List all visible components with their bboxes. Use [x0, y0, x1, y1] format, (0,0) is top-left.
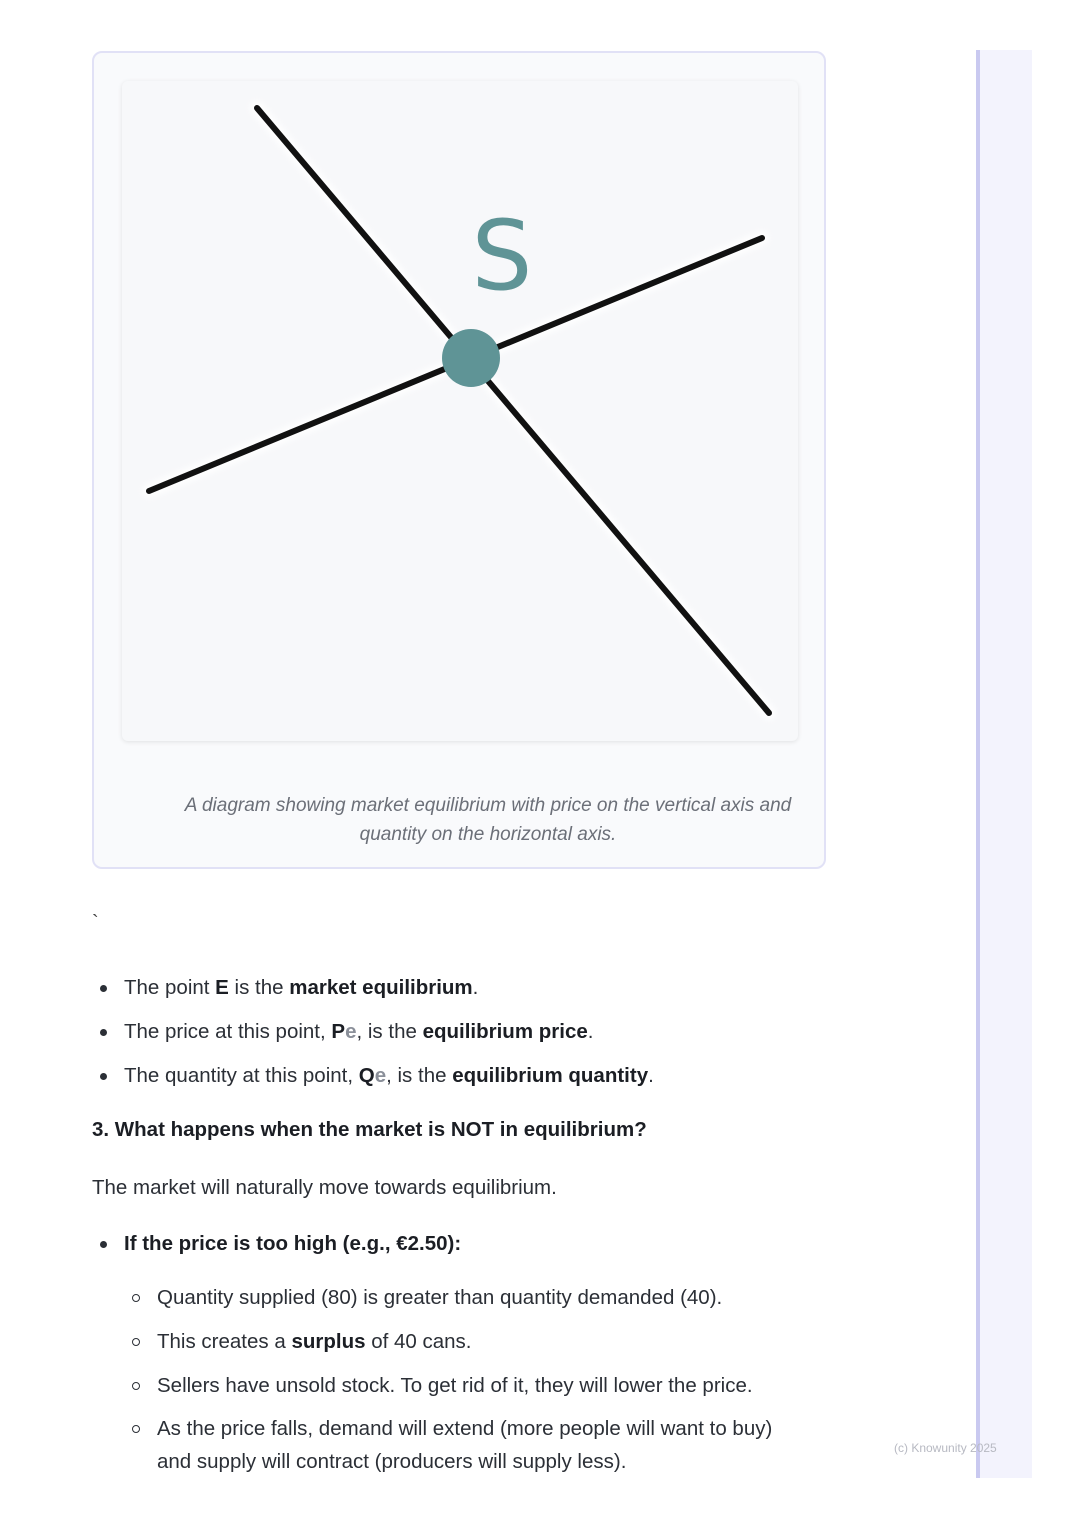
bullet-dot	[100, 985, 107, 992]
bullet-dot	[100, 1073, 107, 1080]
figure-caption: A diagram showing market equilibrium with price on the vertical axis and quantity on the horizontal axis.	[184, 795, 792, 845]
bullet-dot	[100, 1241, 107, 1248]
sub-list-item: Sellers have unsold stock. To get rid of it, they will lower the price.	[157, 1374, 753, 1397]
sub-bullet-ring	[132, 1382, 140, 1390]
diagram-svg	[122, 81, 798, 741]
equilibrium-point	[442, 329, 500, 387]
case-heading: If the price is too high (e.g., €2.50):	[124, 1232, 462, 1255]
bullet-dot	[100, 1029, 107, 1036]
section-heading: 3. What happens when the market is NOT in equilibrium?	[92, 1118, 647, 1141]
figure-card	[92, 51, 826, 869]
sub-list-item-continued: and supply will contract (producers will supply less).	[157, 1450, 627, 1473]
sub-list-item: As the price falls, demand will extend (more people will want to buy)	[157, 1417, 773, 1440]
list-item: The price at this point, Pe, is the equilibrium price.	[124, 1020, 594, 1043]
stray-backtick: `	[92, 912, 99, 934]
watermark: (c) Knowunity 2025	[894, 1441, 997, 1455]
sub-list-item: Quantity supplied (80) is greater than quantity demanded (40).	[157, 1286, 723, 1309]
equilibrium-diagram	[122, 81, 798, 845]
right-sidebar	[976, 50, 1032, 1478]
sub-bullet-ring	[132, 1338, 140, 1346]
sub-list-item: This creates a surplus of 40 cans.	[157, 1330, 472, 1353]
list-item: The quantity at this point, Qe, is the equilibrium quantity.	[124, 1064, 654, 1087]
sub-bullet-ring	[132, 1294, 140, 1302]
list-item: The point E is the market equilibrium.	[124, 976, 479, 999]
sub-bullet-ring	[132, 1425, 140, 1433]
intro-paragraph: The market will naturally move towards equilibrium.	[92, 1176, 557, 1199]
supply-label: S	[471, 200, 533, 312]
